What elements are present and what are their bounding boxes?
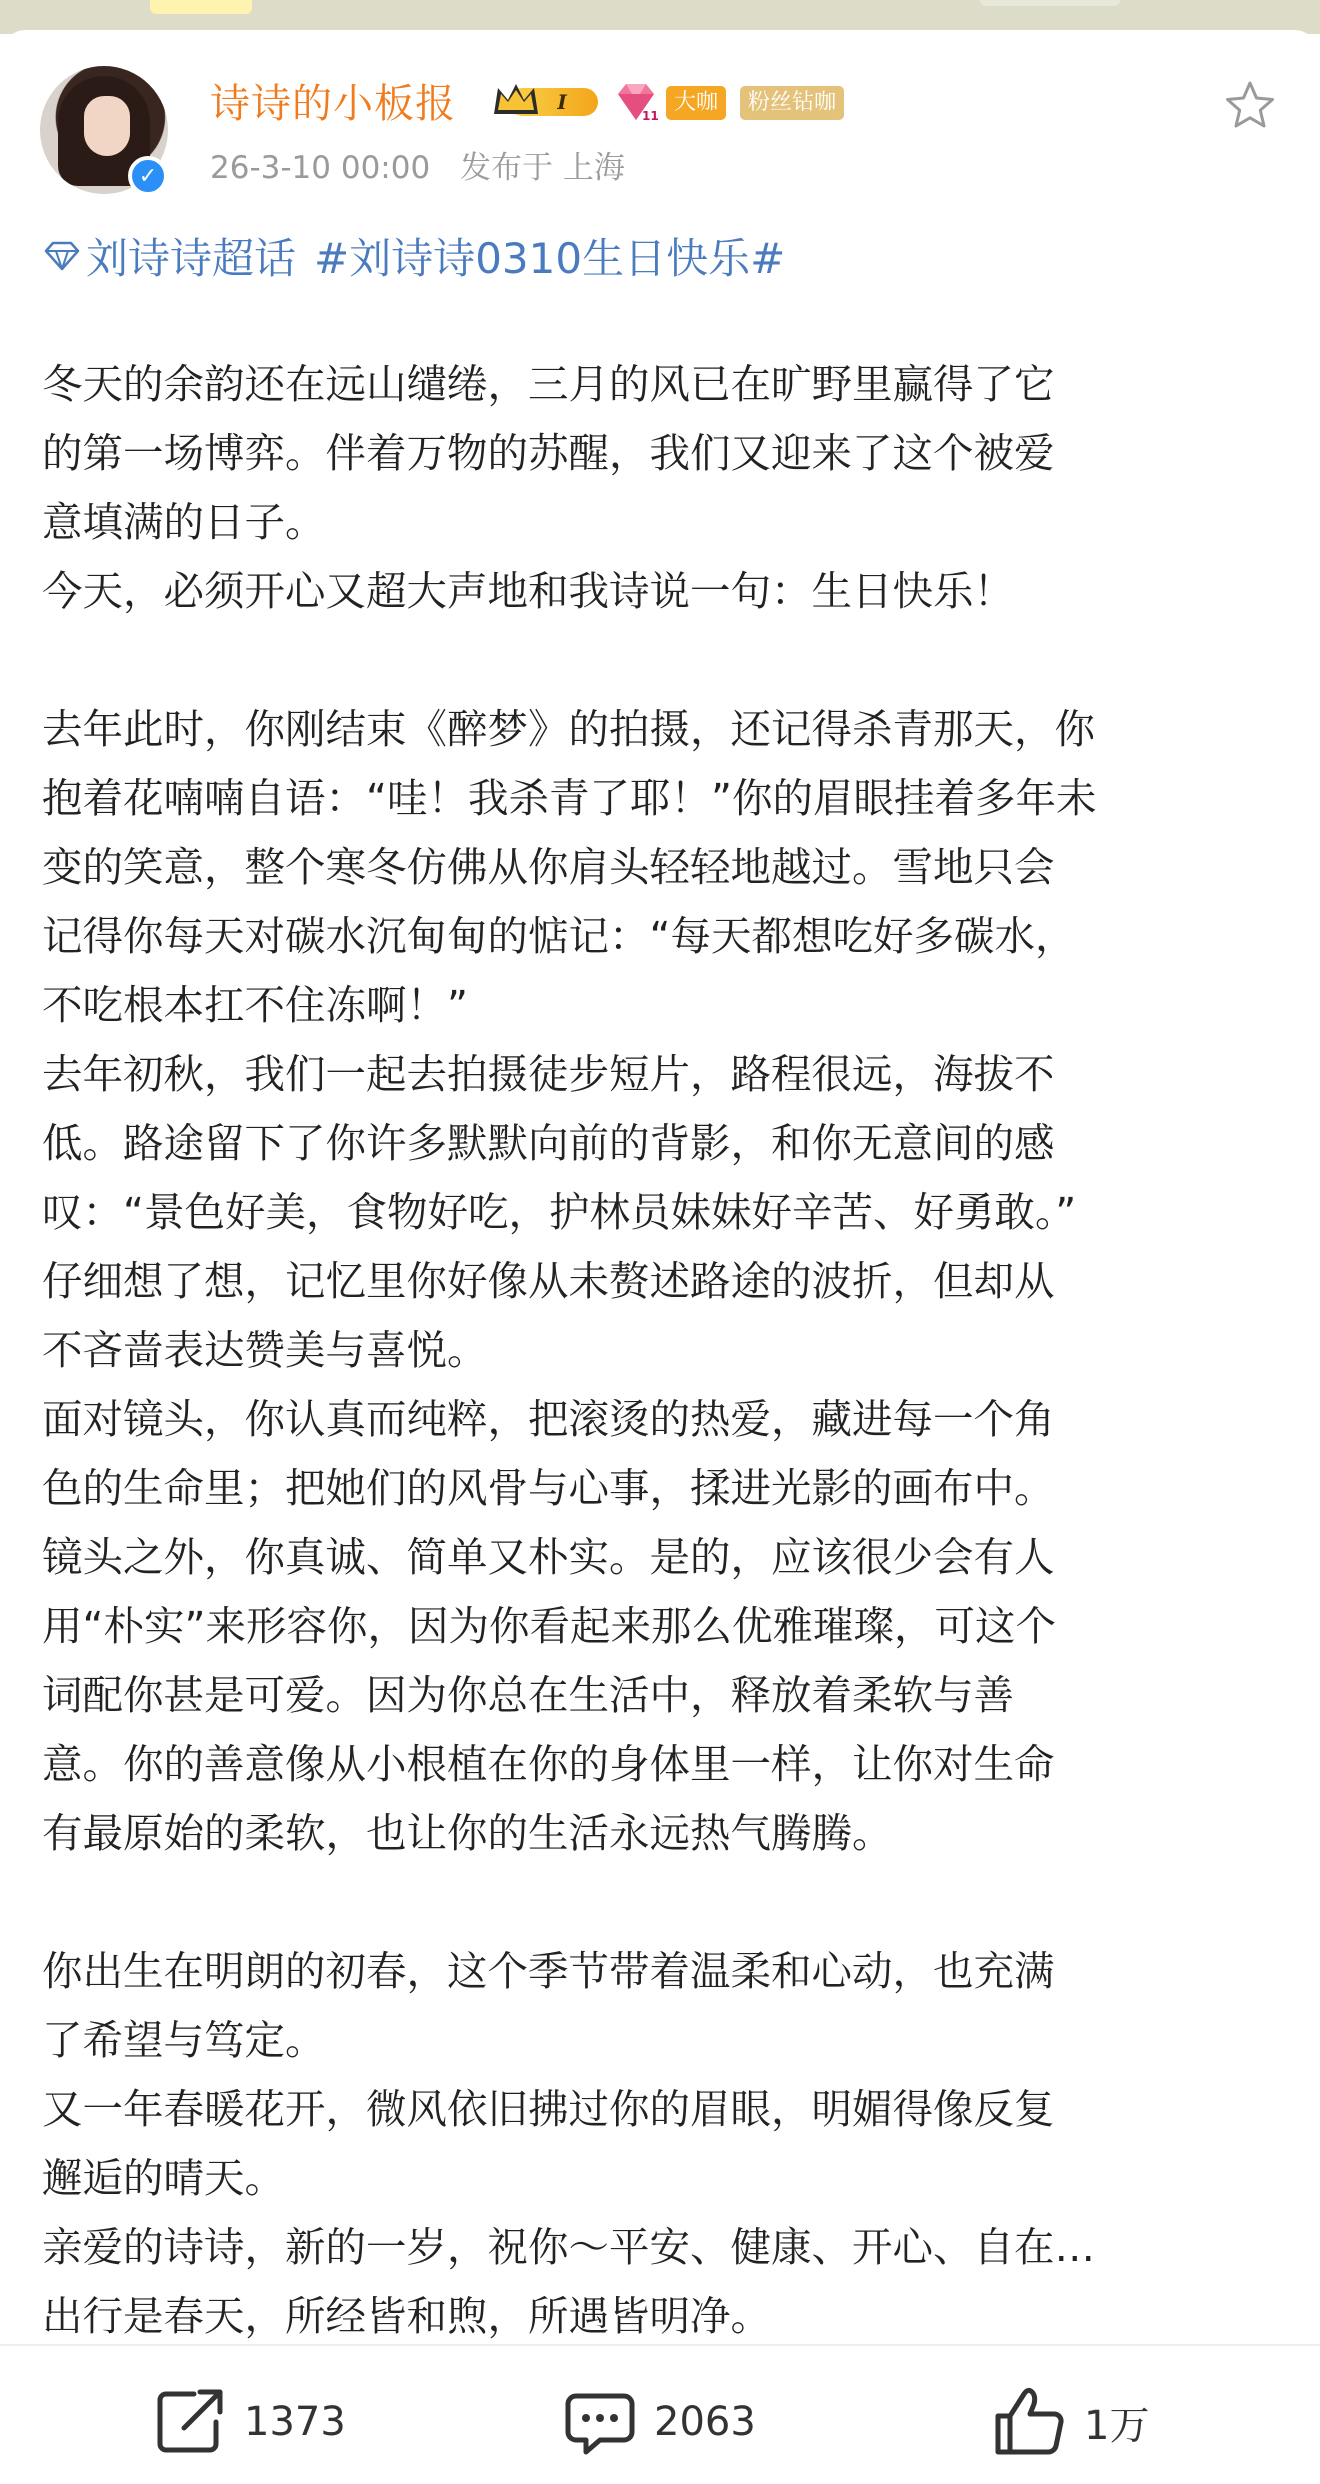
verified-icon: ✓: [128, 156, 168, 196]
post-line: 变的笑意，整个寒冬仿佛从你肩头轻轻地越过。雪地只会: [42, 843, 1055, 891]
fan-diamond-badge: 粉丝钻咖: [740, 86, 844, 120]
post-line: 不吃根本扛不住冻啊！”: [42, 981, 468, 1029]
post-line: 今天，必须开心又超大声地和我诗说一句：生日快乐！: [42, 567, 1014, 615]
post-line: 你出生在明朗的初春，这个季节带着温柔和心动，也充满: [42, 1947, 1055, 1995]
post-line: 镜头之外，你真诚、简单又朴实。是的，应该很少会有人: [42, 1533, 1055, 1581]
top-chip: [150, 0, 252, 14]
post-line: 抱着花喃喃自语：“哇！我杀青了耶！”你的眉眼挂着多年未: [42, 774, 1097, 822]
share-button[interactable]: [150, 2382, 346, 2462]
bottom-divider: [0, 2344, 1320, 2346]
diamond-badge-text: 11: [642, 109, 659, 123]
top-chip-secondary: [980, 0, 1120, 6]
post-line: 叹：“景色好美，食物好吃，护林员妹妹好辛苦、好勇敢。”: [42, 1188, 1077, 1236]
status-strip: [0, 0, 1320, 34]
super-topic-link[interactable]: 刘诗诗超话: [86, 234, 297, 283]
post-line: 意填满的日子。: [42, 498, 326, 546]
post-line: 亲爱的诗诗，新的一岁，祝你～平安、健康、开心、自在…: [42, 2223, 1095, 2271]
share-icon: [150, 2382, 230, 2462]
blank-line: [42, 1868, 1292, 1937]
share-count: 1373: [244, 2399, 346, 2445]
post-line: 意。你的善意像从小根植在你的身体里一样，让你对生命: [42, 1740, 1055, 1788]
post-line: 面对镜头，你认真而纯粹，把滚烫的热爱，藏进每一个角: [42, 1395, 1055, 1443]
hashtag-link[interactable]: #刘诗诗0310生日快乐#: [314, 234, 786, 283]
post-line: 了希望与笃定。: [42, 2016, 326, 2064]
post-line: 仔细想了想，记忆里你好像从未赘述路途的波折，但却从: [42, 1257, 1055, 1305]
post-line: 出行是春天，所经皆和煦，所遇皆明净。: [42, 2292, 771, 2340]
thumbs-up-icon: [990, 2382, 1070, 2462]
post-line: 去年此时，你刚结束《醉梦》的拍摄，还记得杀青那天，你: [42, 705, 1095, 753]
post-timestamp: 26-3-10 00:00: [210, 150, 431, 186]
like-count: 1万: [1084, 2402, 1150, 2449]
post-line: 记得你每天对碳水沉甸甸的惦记：“每天都想吃好多碳水，: [42, 912, 1076, 960]
bigshot-badge: 大咖: [666, 86, 726, 120]
post-line: 又一年春暖花开，微风依旧拂过你的眉眼，明媚得像反复: [42, 2085, 1055, 2133]
post-meta: [210, 142, 625, 187]
post-line: 用“朴实”来形容你，因为你看起来那么优雅璀璨，可这个: [42, 1602, 1056, 1650]
post-line: 词配你甚是可爱。因为你总在生活中，释放着柔软与善: [42, 1671, 1014, 1719]
avatar-face: [84, 96, 130, 156]
post-line: 低。路途留下了你许多默默向前的背影，和你无意间的感: [42, 1119, 1055, 1167]
post-line: 邂逅的晴天。: [42, 2154, 285, 2202]
post-line: 冬天的余韵还在远山缱绻，三月的风已在旷野里赢得了它: [42, 360, 1055, 408]
post-line: 的第一场博弈。伴着万物的苏醒，我们又迎来了这个被爱: [42, 429, 1055, 477]
comment-button[interactable]: [560, 2382, 756, 2462]
post-line: 有最原始的柔软，也让你的生活永远热气腾腾。: [42, 1809, 893, 1857]
comment-count: 2063: [654, 2399, 756, 2445]
post-location: 发布于 上海: [460, 150, 625, 186]
post-card: [0, 30, 1320, 2484]
like-button[interactable]: [990, 2382, 1149, 2462]
post-line: 色的生命里；把她们的风骨与心事，揉进光影的画布中。: [42, 1464, 1055, 1512]
crown-level-badge-icon: [490, 80, 602, 124]
post-line: 不吝啬表达赞美与喜悦。: [42, 1326, 488, 1374]
comment-icon: [560, 2382, 640, 2462]
username[interactable]: 诗诗的小板报: [210, 81, 456, 127]
diamond-badge-icon: [612, 80, 660, 124]
super-topic-diamond-icon: [42, 239, 82, 273]
post-line: 去年初秋，我们一起去拍摄徒步短片，路程很远，海拔不: [42, 1050, 1055, 1098]
hashtag-row: [42, 226, 785, 286]
crown-badge-text: I: [557, 90, 567, 114]
star-outline-icon[interactable]: [1222, 78, 1278, 134]
blank-line: [42, 626, 1292, 695]
post-body: [42, 350, 1292, 2351]
